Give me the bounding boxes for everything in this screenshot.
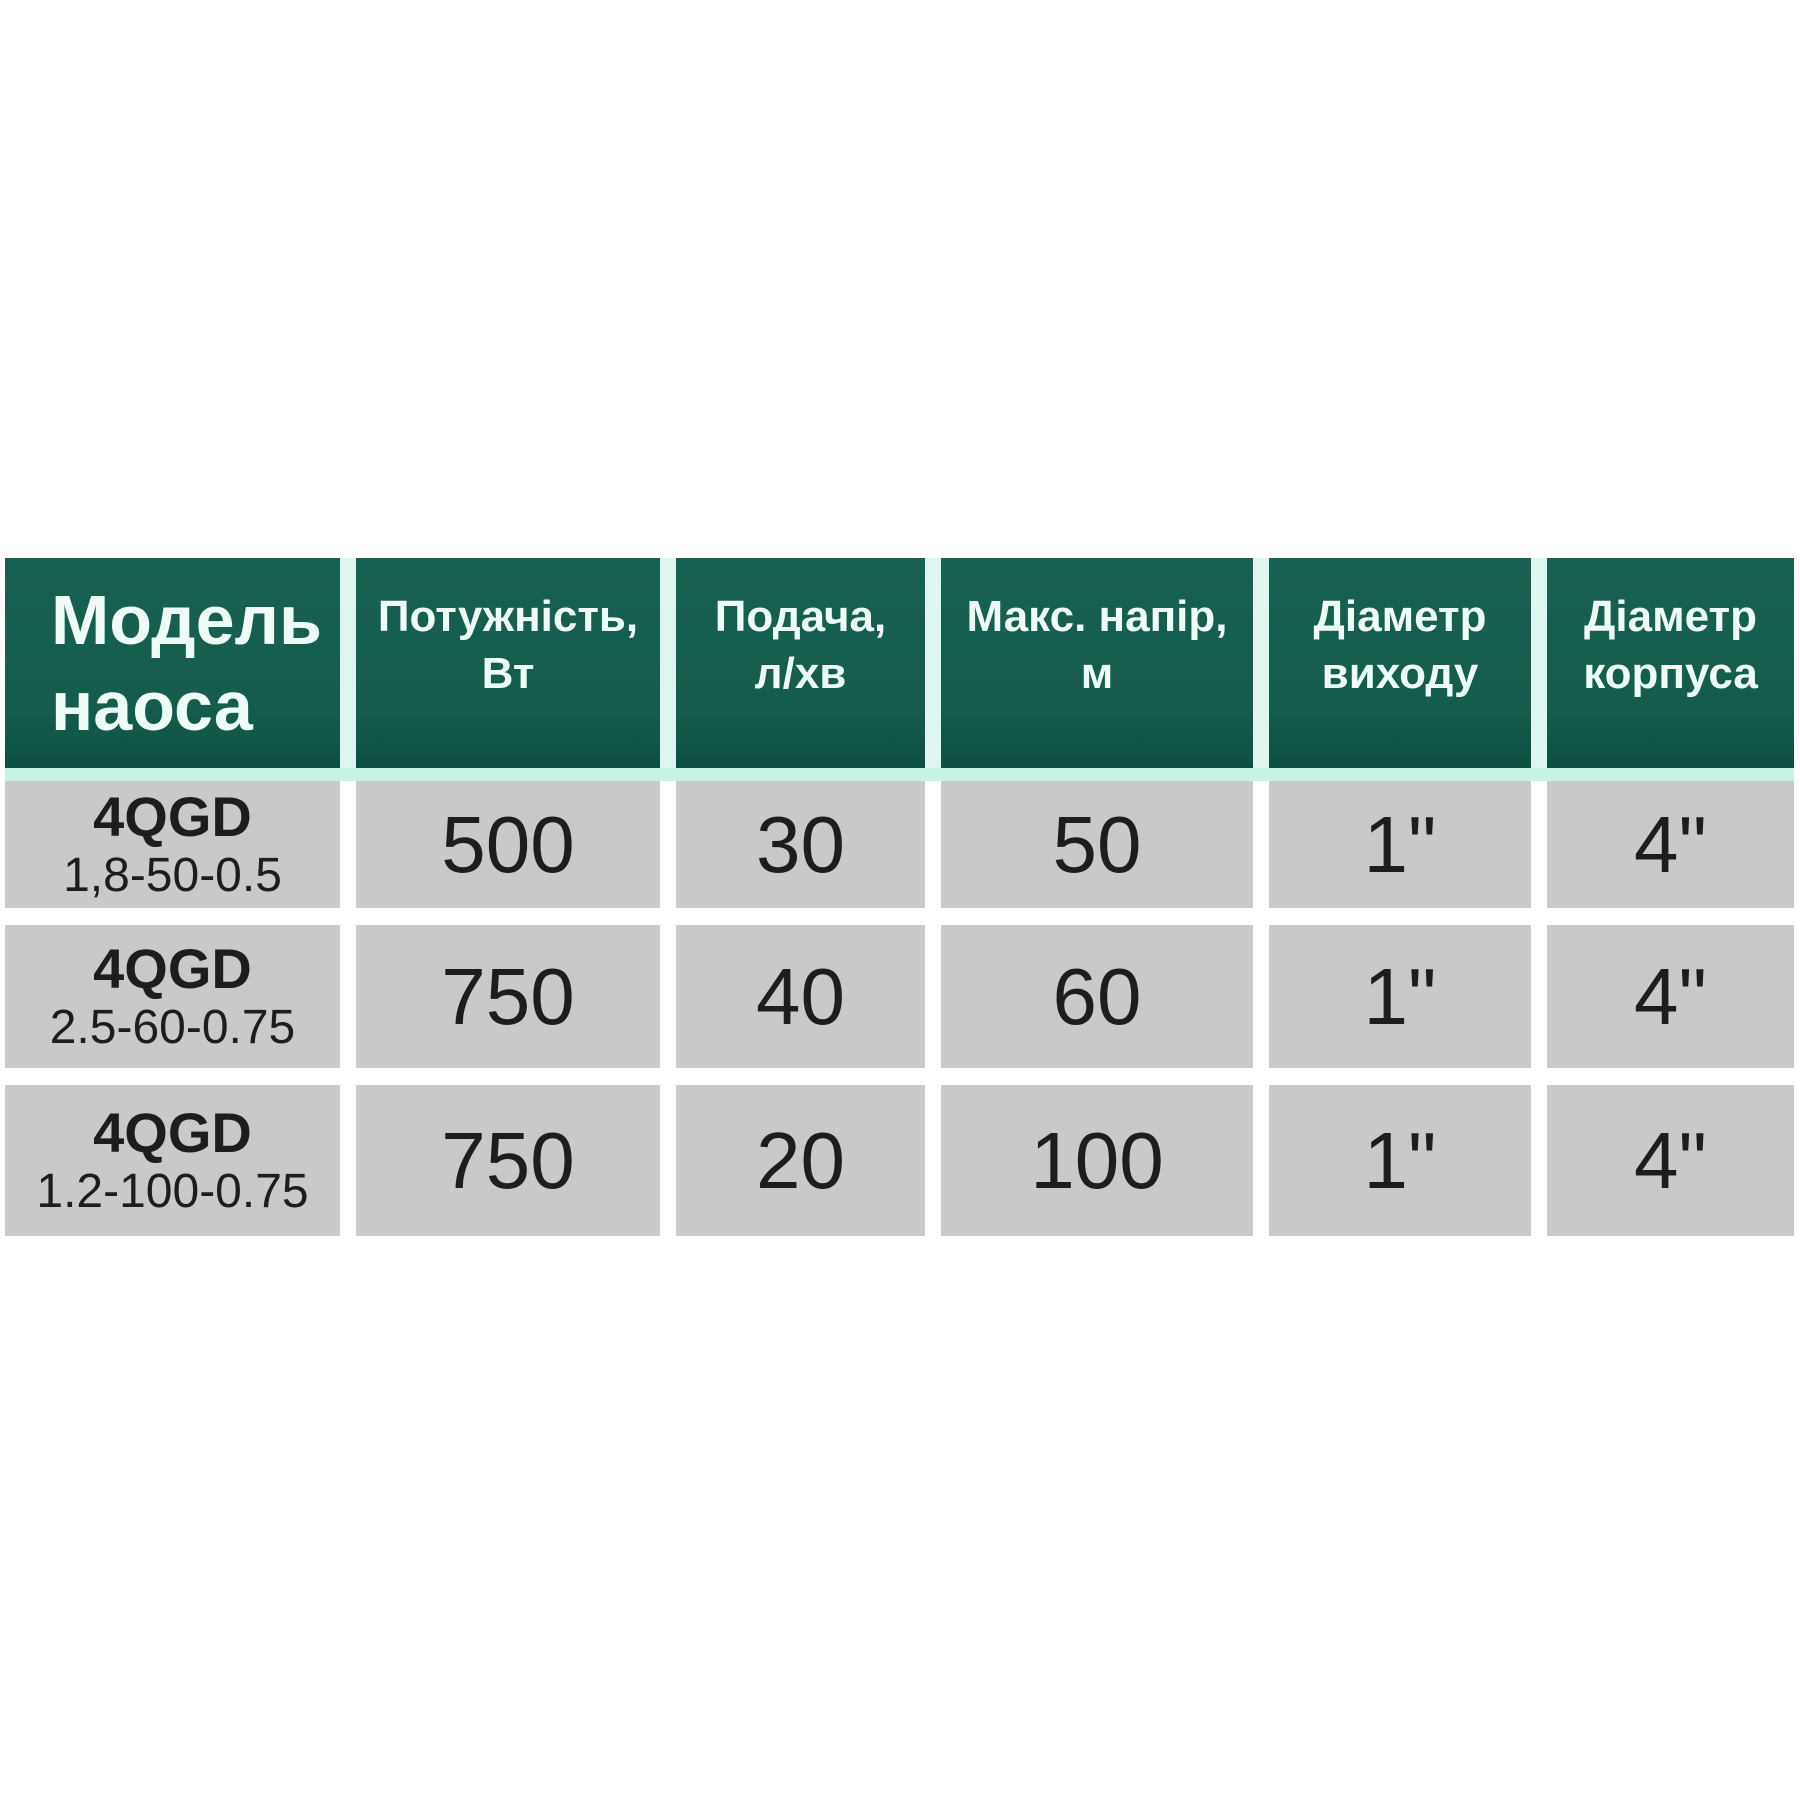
table-row bbox=[5, 925, 1794, 1068]
flow-cell bbox=[676, 781, 925, 908]
power-cell bbox=[356, 781, 660, 908]
model-code: 2.5-60-0.75 bbox=[49, 1000, 296, 1054]
body-diameter-value: 4" bbox=[1634, 951, 1707, 1041]
outlet-diameter-cell bbox=[1269, 781, 1531, 908]
header-power-line1: Потужність, bbox=[377, 592, 639, 641]
power-cell bbox=[356, 925, 660, 1068]
header-outlet-diameter bbox=[1269, 558, 1531, 768]
header-flow bbox=[676, 558, 925, 768]
header-flow-line1: Подача, bbox=[714, 592, 887, 641]
power-value: 500 bbox=[441, 799, 575, 889]
max-head-cell bbox=[941, 925, 1253, 1068]
body-diameter-value: 4" bbox=[1634, 799, 1707, 889]
outlet-diameter-value: 1" bbox=[1363, 1115, 1437, 1205]
header-max-head-line1: Макс. напір, bbox=[966, 592, 1228, 641]
model-name: 4QGD bbox=[93, 784, 252, 848]
outlet-diameter-value: 1" bbox=[1363, 799, 1437, 889]
pump-spec-table bbox=[5, 558, 1794, 1236]
flow-value: 20 bbox=[756, 1115, 845, 1205]
power-value: 750 bbox=[441, 1115, 575, 1205]
power-value: 750 bbox=[441, 951, 575, 1041]
header-model-line1: Модель bbox=[51, 581, 323, 659]
table-header-row bbox=[5, 558, 1794, 781]
header-power-line2: Вт bbox=[481, 649, 535, 698]
header-max-head-line2: м bbox=[1080, 649, 1114, 698]
header-model-line2: наоса bbox=[51, 667, 253, 745]
outlet-diameter-value: 1" bbox=[1363, 951, 1437, 1041]
header-model bbox=[5, 558, 340, 768]
max-head-value: 50 bbox=[1052, 799, 1142, 889]
outlet-diameter-cell bbox=[1269, 925, 1531, 1068]
header-max-head bbox=[941, 558, 1253, 768]
header-body-line1: Діаметр bbox=[1584, 592, 1757, 641]
model-name: 4QGD bbox=[93, 1100, 252, 1164]
body-diameter-cell bbox=[1547, 1085, 1794, 1236]
outlet-diameter-cell bbox=[1269, 1085, 1531, 1236]
table-row bbox=[5, 781, 1794, 908]
flow-cell bbox=[676, 925, 925, 1068]
header-power bbox=[356, 558, 660, 768]
body-diameter-value: 4" bbox=[1634, 1115, 1707, 1205]
header-outlet-line1: Діаметр bbox=[1313, 592, 1487, 641]
model-cell bbox=[5, 781, 340, 908]
flow-value: 30 bbox=[756, 799, 845, 889]
body-diameter-cell bbox=[1547, 925, 1794, 1068]
power-cell bbox=[356, 1085, 660, 1236]
header-flow-line2: л/хв bbox=[754, 649, 847, 698]
max-head-value: 100 bbox=[1030, 1115, 1164, 1205]
model-cell bbox=[5, 925, 340, 1068]
flow-cell bbox=[676, 1085, 925, 1236]
max-head-value: 60 bbox=[1052, 951, 1142, 1041]
header-body-diameter bbox=[1547, 558, 1794, 768]
header-body-line2: корпуса bbox=[1583, 649, 1758, 698]
header-outlet-line2: виходу bbox=[1321, 649, 1479, 698]
model-code: 1.2-100-0.75 bbox=[36, 1164, 309, 1218]
body-diameter-cell bbox=[1547, 781, 1794, 908]
table-row bbox=[5, 1085, 1794, 1236]
model-name: 4QGD bbox=[93, 936, 252, 1000]
max-head-cell bbox=[941, 1085, 1253, 1236]
flow-value: 40 bbox=[756, 951, 845, 1041]
model-cell bbox=[5, 1085, 340, 1236]
model-code: 1,8-50-0.5 bbox=[63, 848, 282, 902]
max-head-cell bbox=[941, 781, 1253, 908]
